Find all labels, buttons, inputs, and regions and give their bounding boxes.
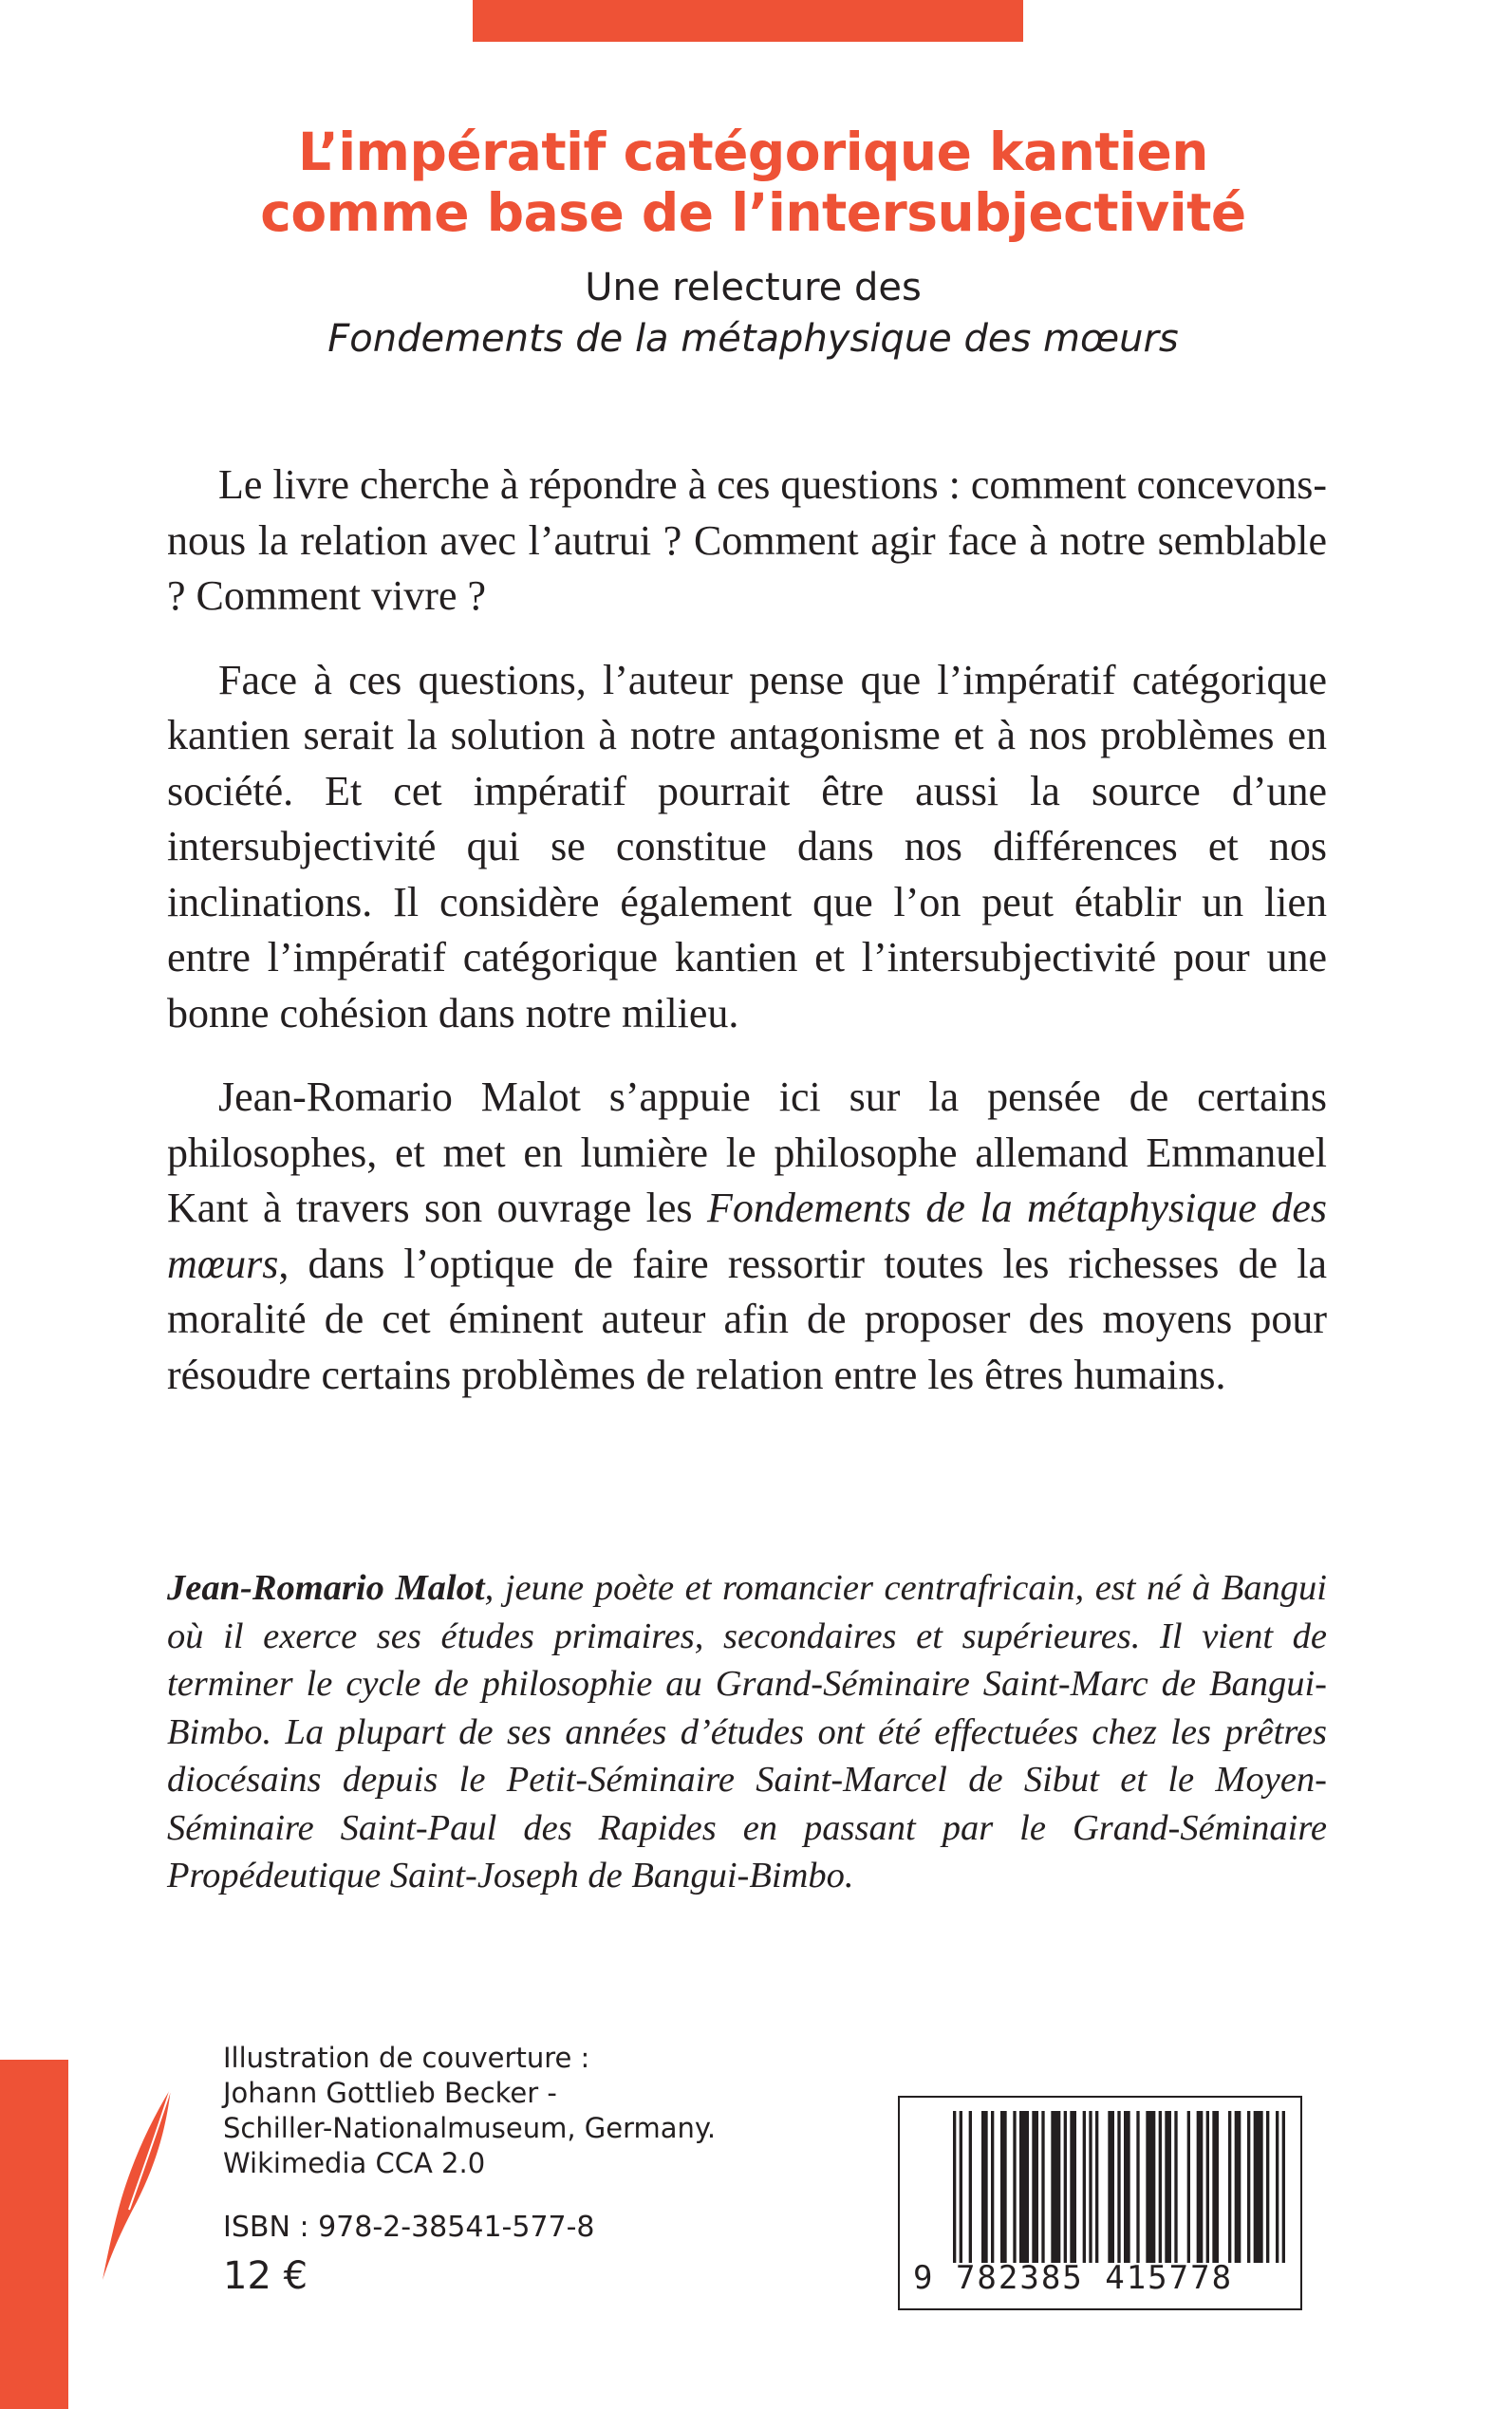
barcode-bar xyxy=(1108,2111,1114,2263)
barcode-bar xyxy=(1247,2111,1250,2263)
quill-feather-icon xyxy=(95,2084,180,2284)
barcode-digits: 9 782385 415778 xyxy=(913,2259,1234,2297)
barcode-bar xyxy=(1000,2111,1007,2263)
barcode-bar xyxy=(969,2111,972,2263)
summary-paragraph-1: Le livre cherche à répondre à ces questions : comment concevons-nous la relation avec l’autrui ? Comment agir face à notre semblable ? Comment vivre ? xyxy=(167,461,1327,619)
barcode-bar xyxy=(1032,2111,1038,2263)
book-title xyxy=(171,121,1335,243)
summary-p3-work-title: Fondements de la métaphysique des mœurs xyxy=(167,1185,1327,1287)
barcode-bar xyxy=(1070,2111,1076,2263)
isbn: ISBN : 978-2-38541-577-8 xyxy=(223,2211,595,2244)
barcode-bar xyxy=(1254,2111,1263,2263)
barcode-bar xyxy=(1206,2111,1209,2263)
barcode-bar xyxy=(1174,2111,1177,2263)
barcode-bar xyxy=(1083,2111,1086,2263)
credits-line-4: Wikimedia CCA 2.0 xyxy=(223,2147,486,2179)
barcode-bar xyxy=(1019,2111,1029,2263)
barcode-bar xyxy=(960,2111,962,2263)
credits-line-1: Illustration de couverture : xyxy=(223,2042,590,2074)
top-accent-bar xyxy=(473,0,1023,42)
credits-line-2: Johann Gottlieb Becker - xyxy=(223,2077,557,2109)
author-bio xyxy=(167,1564,1327,1900)
barcode-bar xyxy=(1089,2111,1092,2263)
subtitle-line-2: Fondements de la métaphysique des mœurs xyxy=(327,317,1179,361)
barcode-bar xyxy=(991,2111,994,2263)
side-accent-bar xyxy=(0,2060,68,2409)
book-subtitle xyxy=(171,262,1335,364)
barcode-bar xyxy=(1212,2111,1219,2263)
barcode-bar xyxy=(1041,2111,1044,2263)
barcode-bar xyxy=(1197,2111,1204,2263)
barcode-bar xyxy=(1013,2111,1016,2263)
barcode-bar xyxy=(1159,2111,1162,2263)
book-title-line-2: comme base de l’intersubjectivité xyxy=(260,182,1246,243)
subtitle-line-1: Une relecture des xyxy=(585,266,922,309)
barcode-bar xyxy=(1146,2111,1155,2263)
barcode-bar xyxy=(1095,2111,1098,2263)
barcode-bar xyxy=(1051,2111,1060,2263)
barcode-bar xyxy=(981,2111,988,2263)
barcode-bar xyxy=(1282,2111,1285,2263)
book-summary xyxy=(167,458,1327,1431)
barcode-bar xyxy=(1124,2111,1130,2263)
author-bio-text: , jeune poète et romancier centrafricain, est né à Bangui où il exerce ses études primaires, secondaires et supérieures. Il vient de terminer le cycle de philosophie au Grand-Séminaire Saint-Marc de Bangui-Bimbo. La plupart de ses années d’études ont été effectuées chez les prêtres diocésains depuis le Petit-Séminaire Saint-Marcel de Sibut et le Moyen-Séminaire Saint-Paul des Rapides en passant par le Grand-Séminaire Propédeutique Saint-Joseph de Bangui-Bimbo. xyxy=(167,1568,1327,1895)
summary-p3-end: , dans l’optique de faire ressortir toutes les richesses de la moralité de cet éminent auteur afin de proposer des moyens pour résoudre certains problèmes de relation entre les êtres humains. xyxy=(167,1240,1327,1398)
summary-p3-start: Jean-Romario Malot s’appuie ici sur la pensée de certains philosophes, et met en lumière le philosophe allemand Emmanuel Kant à travers son ouvrage les xyxy=(167,1074,1327,1231)
barcode-icon xyxy=(953,2111,1285,2263)
barcode-bar xyxy=(953,2111,956,2263)
barcode-bar xyxy=(1235,2111,1241,2263)
author-name: Jean-Romario Malot xyxy=(167,1568,485,1608)
barcode-bar xyxy=(1064,2111,1067,2263)
barcode-bar xyxy=(1187,2111,1190,2263)
summary-paragraph-3 xyxy=(167,1070,1327,1403)
cover-illustration-credits xyxy=(223,2041,716,2181)
barcode-bar xyxy=(1136,2111,1139,2263)
barcode-bar xyxy=(1117,2111,1120,2263)
credits-line-3: Schiller-Nationalmuseum, Germany. xyxy=(223,2112,717,2144)
price: 12 € xyxy=(223,2254,308,2298)
book-title-line-1: L’impératif catégorique kantien xyxy=(298,121,1208,182)
barcode-bar xyxy=(1266,2111,1269,2263)
summary-paragraph-2: Face à ces questions, l’auteur pense que l’impératif catégorique kantien serait la solution à notre antagonisme et à nos problèmes en société. Et cet impératif pourrait être aussi la source d’une intersubjectivité qui se constitue dans nos différences et nos inclinations. Il considère également que l’on peut établir un lien entre l’impératif catégorique kantien et l’intersubjectivité pour une bonne cohésion dans notre milieu. xyxy=(167,656,1327,1036)
barcode-bar xyxy=(1276,2111,1279,2263)
barcode-bar xyxy=(1165,2111,1171,2263)
barcode xyxy=(898,2096,1302,2310)
barcode-bar xyxy=(1228,2111,1231,2263)
